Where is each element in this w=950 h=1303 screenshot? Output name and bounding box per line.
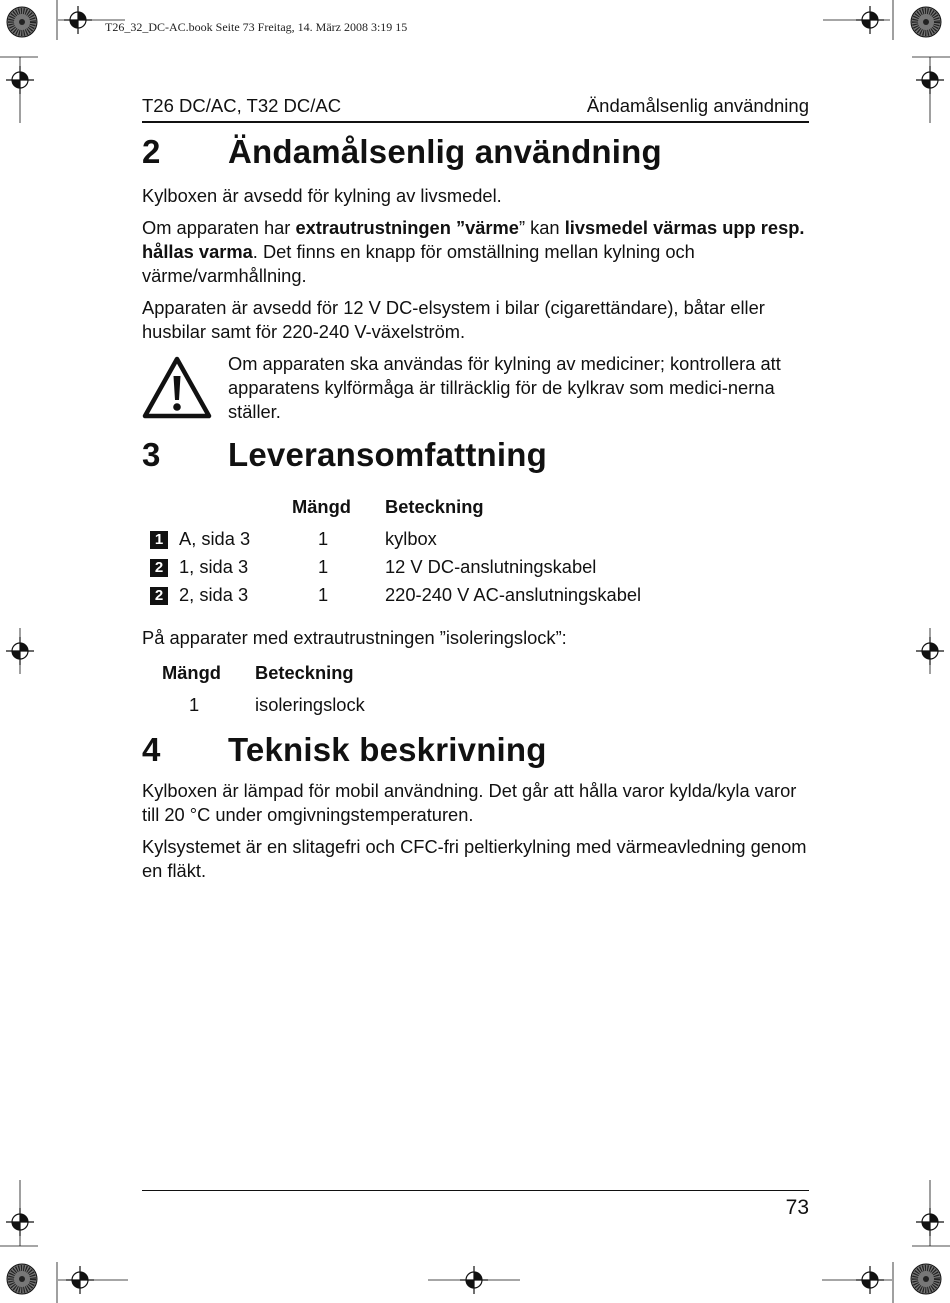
quantity: 1 (318, 528, 329, 549)
description: 220-240 V AC-anslutningskabel (385, 584, 642, 605)
text-run: . Det finns en knapp för omställning mellan kylning och värme/varmhållning. (142, 241, 695, 286)
paragraph: Kylboxen är avsedd för kylning av livsmedel. (142, 185, 502, 206)
bold-run: livsmedel värmas upp resp. hållas varma (142, 217, 805, 262)
table-header-description: Beteckning (255, 662, 354, 683)
warning-triangle-icon (142, 356, 212, 420)
text-run: ” kan (518, 217, 565, 238)
description: 12 V DC-anslutningskabel (385, 556, 597, 577)
header-rule (142, 121, 809, 123)
table-header-qty: Mängd (292, 496, 351, 517)
paragraph: På apparater med extrautrustningen ”isoleringslock”: (142, 627, 567, 648)
section-number: 4 (142, 731, 161, 768)
section-title: Leveransomfattning (228, 436, 547, 473)
print-info-line: T26_32_DC-AC.book Seite 73 Freitag, 14. März 2008 3:19 15 (105, 20, 408, 34)
figure-reference: A, sida 3 (179, 528, 251, 549)
section-title: Ändamålsenlig användning (228, 133, 662, 170)
description: kylbox (385, 528, 437, 549)
footer-rule (142, 1190, 809, 1191)
radial-starburst-icon (911, 7, 941, 37)
text-run: Om apparaten har (142, 217, 296, 238)
section-title: Teknisk beskrivning (228, 731, 547, 768)
running-header-model: T26 DC/AC, T32 DC/AC (142, 95, 342, 116)
bold-run: extrautrustningen ”värme (295, 217, 519, 238)
paragraph: Kylsystemet är en slitagefri och CFC-fri peltierkylning med värmeavledning genom en fläkt. (142, 836, 807, 881)
page-number: 73 (785, 1196, 809, 1219)
paragraph: Apparaten är avsedd för 12 V DC-elsystem i bilar (cigarettändare), båtar eller husbilar samt för 220-240 V-växelström. (142, 297, 765, 342)
figure-reference: 1, sida 3 (179, 556, 249, 577)
section-number: 2 (142, 133, 161, 170)
paragraph (142, 216, 810, 288)
paragraph: Kylboxen är lämpad för mobil användning. Det går att hålla varor kylda/kyla varor till 20 °C under omgivningstemperaturen. (142, 780, 797, 825)
warning-note: Om apparaten ska användas för kylning av mediciner; kontrollera att apparatens kylförmåga är tillräcklig för de kylkrav som medici-nerna ställer. (228, 353, 781, 422)
radial-starburst-icon (7, 7, 37, 37)
table-header-qty: Mängd (162, 662, 221, 683)
table-header-description: Beteckning (385, 496, 484, 517)
running-header-section: Ändamålsenlig användning (586, 95, 809, 116)
figure-reference: 2, sida 3 (179, 584, 249, 605)
radial-starburst-icon (911, 1264, 941, 1294)
figure-reference-badge: 2 (150, 587, 168, 605)
radial-starburst-icon (7, 1264, 37, 1294)
section-number: 3 (142, 436, 161, 473)
figure-reference-badge: 2 (150, 559, 168, 577)
quantity: 1 (318, 556, 329, 577)
quantity: 1 (318, 584, 329, 605)
description: isoleringslock (255, 694, 365, 715)
quantity: 1 (189, 694, 200, 715)
figure-reference-badge: 1 (150, 531, 168, 549)
